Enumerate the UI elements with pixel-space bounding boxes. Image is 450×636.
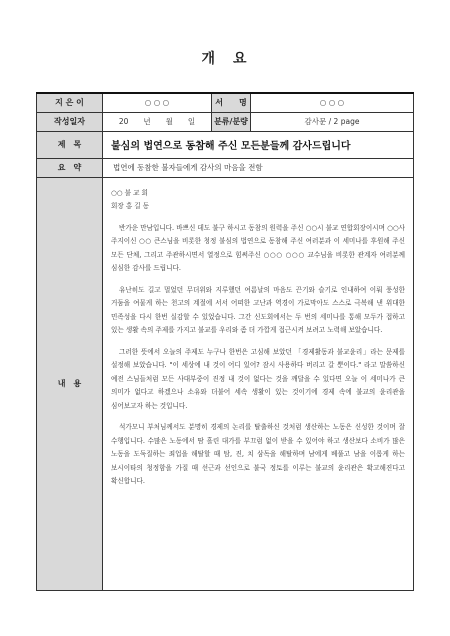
- category-label: 분류/분량: [212, 112, 251, 131]
- subject-value: 불심의 법연으로 동참해 주신 모든분들께 감사드립니다: [103, 131, 414, 158]
- subject-label: 제 목: [37, 131, 103, 158]
- page-title: 개 요: [201, 51, 249, 67]
- author-value: ○ ○ ○: [103, 93, 212, 112]
- body-paragraph: 석가모니 부처님께서도 분명히 경제의 논리를 탈출하신 것처럼 생산하는 노동은 신성한 것이며 잘 수행입니다. 수많은 노동에서 땀 흘린 대가를 부끄럼 없이 받을 수 있어야 하고 생산보다 소비가 많은 노동을 도둑질하는 죄업을 해탈할 때 탐, 진, 치 삼독을 해탈하며 남에게 베풀고 남을 이롭게 하는 보시이타의 청정함을 가질 때 선근과 선인으로 불국 정토를 이루는 불교의 윤리관은 확고해진다고 확신합니다.: [111, 423, 405, 485]
- category-value: 감사문 / 2 page: [251, 112, 414, 131]
- greeting-signer: 회장 홍 길 동: [111, 202, 150, 210]
- date-label: 작성일자: [37, 112, 103, 131]
- book-title-value: ○ ○ ○: [251, 93, 414, 112]
- greeting-org: ○○ 불 교 회: [111, 188, 148, 197]
- content-body: [103, 177, 414, 591]
- body-paragraph: 그러한 뜻에서 오늘의 주제도 누구나 한번은 고심해 보았던 「경제활동과 불교윤리」라는 문제를 설정해 보았습니다. "이 세상에 내 것이 어디 있어? 잠시 사용하다 버리고 갈 뿐이다." 라고 말씀하신 예전 스님들처럼 모든 사대부중이 진정 내 것이 없다는 것을 깨달을 수 있다면 오늘 이 세미나가 큰 의미가 없다고 하겠으나 소유와 더불어 세속 생활이 있는 것이기에 경제 속에 불교의 윤리관을 심어보고자 하는 것입니다.: [111, 347, 405, 410]
- content-label: 내 용: [37, 177, 103, 591]
- overview-form: [36, 92, 414, 591]
- author-label: 지 은 이: [37, 93, 103, 112]
- date-value: 20 년 월 일: [103, 112, 212, 131]
- book-title-label: 서 명: [212, 93, 251, 112]
- body-paragraph: 반가운 만남입니다. 바쁘신 데도 불구 하시고 동참의 원력을 주신 ○○시 불교 연합회장이시며 ○○사 주지이신 ○○ 큰스님을 비롯한 청정 불심의 법연으로 동참해 주신 여러분과 이 세미나를 후원해 주신 모든 단체, 그리고 주관하시면서 열정으로 힘써주신 ○○○ ○○○ 교수님을 비롯한 관계자 여러분께 심심한 감사를 드립니다.: [111, 223, 405, 272]
- summary-value: 법연에 동참한 불자들에게 감사의 마음을 전함: [103, 158, 414, 177]
- body-paragraph: 유난히도 길고 멀었던 무더위와 지루했던 여름날의 마음도 끈기와 슬기로 인내하여 이뤄 풍성한 거둠을 여물게 하는 천고의 계절에 서서 어떠한 고난과 역경이 가로막아도 스스로 극복해 낸 위대한 민족성을 다시 한번 실감할 수 있었습니다. 그간 신도회에서는 두 번의 세미나를 통해 모두가 접하고 있는 생활 속의 주제를 가지고 불교를 우리와 좀 더 가깝게 접근시켜 보려고 노력해 보았습니다.: [111, 285, 405, 334]
- summary-label: 요 약: [37, 158, 103, 177]
